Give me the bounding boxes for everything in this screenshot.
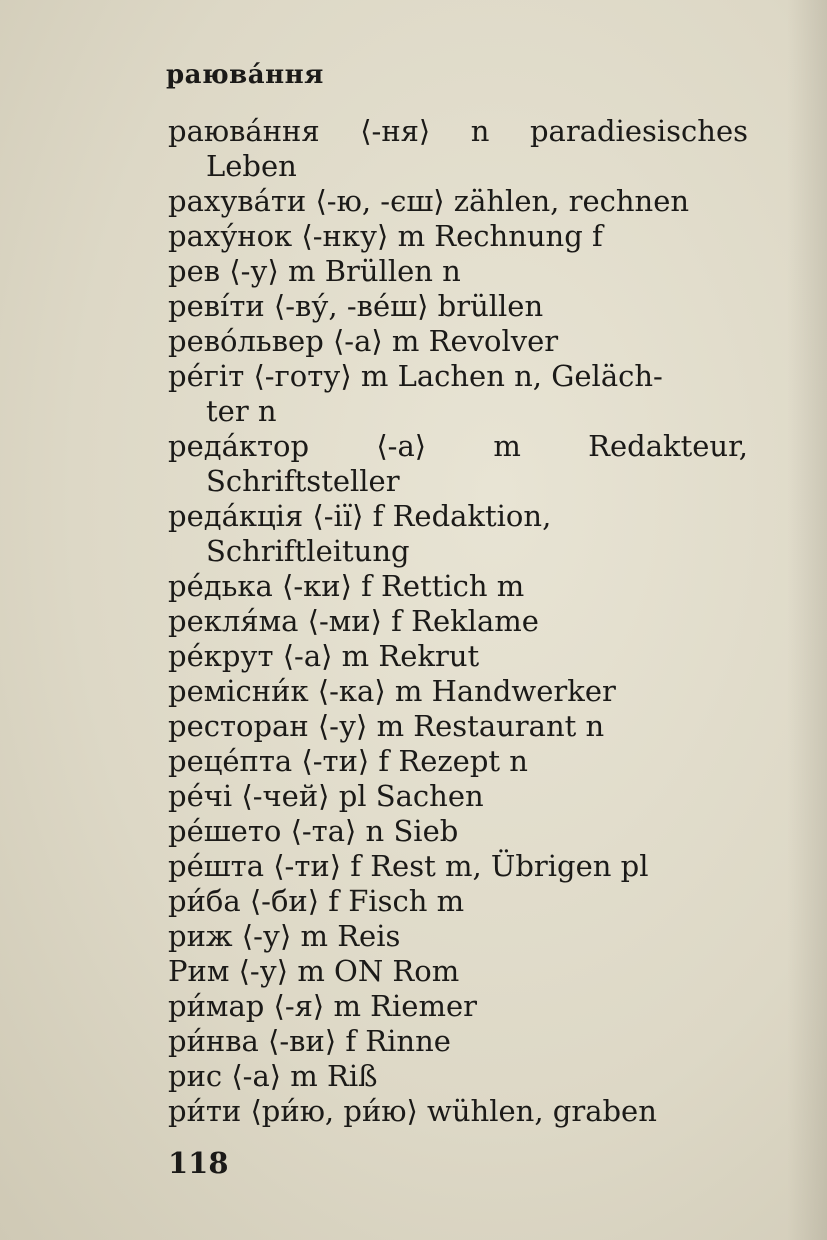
entry-line: реда́кція ⟨-ії⟩ f Redaktion, bbox=[168, 499, 552, 533]
entry-line: ремісни́к ⟨-ка⟩ m Handwerker bbox=[168, 674, 616, 708]
entry-line: ре́чі ⟨-чей⟩ pl Sachen bbox=[168, 779, 484, 813]
entry-line: Рим ⟨-у⟩ m ON Rom bbox=[168, 954, 460, 988]
entry-continuation: Schriftsteller bbox=[206, 464, 400, 498]
entry-line: риж ⟨-у⟩ m Reis bbox=[168, 919, 401, 953]
entry-line: раюва́ння ⟨-ня⟩ n paradiesisches bbox=[168, 114, 748, 148]
entry-line: реда́ктор ⟨-а⟩ m Redakteur, bbox=[168, 429, 748, 463]
entry-line: ре́шта ⟨-ти⟩ f Rest m, Übrigen pl bbox=[168, 849, 649, 883]
entry-line: рево́львер ⟨-а⟩ m Revolver bbox=[168, 324, 559, 358]
entry-line: ре́крут ⟨-а⟩ m Rekrut bbox=[168, 639, 480, 673]
entry-line: ресторан ⟨-у⟩ m Restaurant n bbox=[168, 709, 605, 743]
entry-line: рекля́ма ⟨-ми⟩ f Reklame bbox=[168, 604, 539, 638]
entry-continuation: ter n bbox=[206, 394, 277, 428]
entry-line: ри́нва ⟨-ви⟩ f Rinne bbox=[168, 1024, 451, 1058]
entry-continuation: Schriftleitung bbox=[206, 534, 410, 568]
entry-line: рахува́ти ⟨-ю, -єш⟩ zählen, rechnen bbox=[168, 184, 690, 218]
running-head: раюва́ння bbox=[166, 60, 324, 90]
entry-line: реце́пта ⟨-ти⟩ f Rezept n bbox=[168, 744, 528, 778]
entry-line: раху́нок ⟨-нку⟩ m Rechnung f bbox=[168, 219, 603, 253]
entry-line: ри́мар ⟨-я⟩ m Riemer bbox=[168, 989, 477, 1023]
entry-line: реві́ти ⟨-ву́, -ве́ш⟩ brüllen bbox=[168, 289, 544, 323]
entry-continuation: Leben bbox=[206, 149, 297, 183]
entry-line: ри́ба ⟨-би⟩ f Fisch m bbox=[168, 884, 465, 918]
entry-line: ри́ти ⟨ри́ю, ри́ю⟩ wühlen, graben bbox=[168, 1094, 657, 1128]
entry-list bbox=[168, 114, 748, 1129]
entry-line: рев ⟨-у⟩ m Brüllen n bbox=[168, 254, 461, 288]
entry-line: рис ⟨-а⟩ m Riß bbox=[168, 1059, 378, 1093]
page-shadow bbox=[787, 0, 827, 1240]
page-number: 118 bbox=[168, 1146, 229, 1180]
entry-line: ре́шето ⟨-та⟩ n Sieb bbox=[168, 814, 459, 848]
entry-line: ре́дька ⟨-ки⟩ f Rettich m bbox=[168, 569, 525, 603]
entry-line: ре́гіт ⟨-готу⟩ m Lachen n, Geläch- bbox=[168, 359, 663, 393]
